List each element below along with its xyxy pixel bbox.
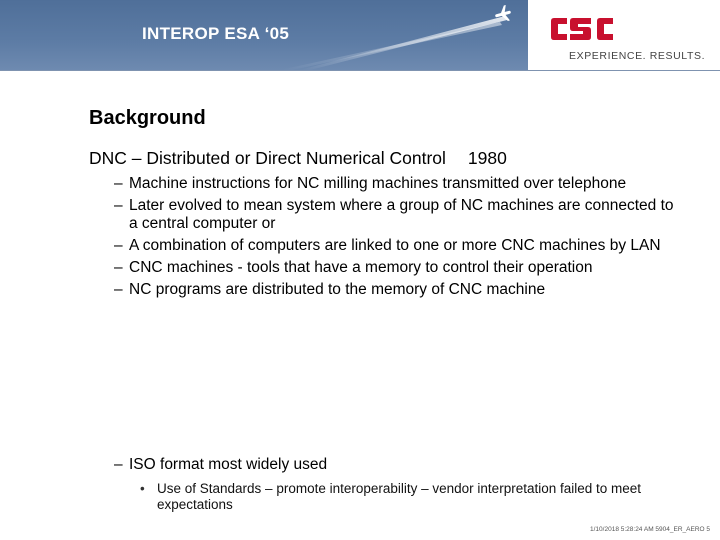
list-item-text: A combination of computers are linked to one or more CNC machines by LAN bbox=[129, 237, 661, 254]
iso-bullet bbox=[114, 456, 327, 474]
iso-bullet-text: ISO format most widely used bbox=[129, 456, 328, 473]
csc-logo-mark bbox=[549, 14, 619, 44]
dash-marker: – bbox=[114, 175, 123, 192]
dash-marker: – bbox=[114, 456, 123, 473]
presentation-title: INTEROP ESA ‘05 bbox=[142, 24, 290, 43]
dash-marker: – bbox=[114, 281, 123, 298]
list-item-text: CNC machines - tools that have a memory to control their operation bbox=[129, 259, 593, 276]
slide-footer: 1/10/2018 5:28:24 AM 5904_ER_AERO 5 bbox=[590, 526, 710, 533]
bullet-list bbox=[114, 175, 674, 303]
sub-bullet bbox=[140, 481, 677, 513]
header-divider bbox=[0, 70, 720, 71]
list-item-text: Machine instructions for NC milling machines transmitted over telephone bbox=[129, 175, 627, 192]
dash-marker: – bbox=[114, 237, 123, 254]
section-title: Background bbox=[89, 107, 206, 129]
header-band bbox=[0, 0, 528, 70]
logo-tagline: EXPERIENCE. RESULTS. bbox=[569, 50, 706, 62]
list-item-text: NC programs are distributed to the memory of CNC machine bbox=[129, 281, 546, 298]
topic-heading bbox=[89, 148, 507, 169]
list-item bbox=[114, 259, 674, 277]
dash-marker: – bbox=[114, 197, 123, 214]
dash-marker: – bbox=[114, 259, 123, 276]
topic-heading-text: DNC – Distributed or Direct Numerical Control bbox=[89, 148, 446, 168]
list-item bbox=[114, 197, 674, 233]
list-item bbox=[114, 175, 674, 193]
list-item bbox=[114, 237, 674, 255]
list-item bbox=[114, 281, 674, 299]
list-item-text: Later evolved to mean system where a group of NC machines are connected to a central computer or bbox=[129, 197, 674, 232]
topic-year: 1980 bbox=[467, 148, 507, 168]
bullet-dot-icon: • bbox=[140, 481, 145, 496]
sub-bullet-text: Use of Standards – promote interoperability – vendor interpretation failed to meet expectations bbox=[157, 481, 642, 512]
csc-logo bbox=[549, 14, 706, 62]
